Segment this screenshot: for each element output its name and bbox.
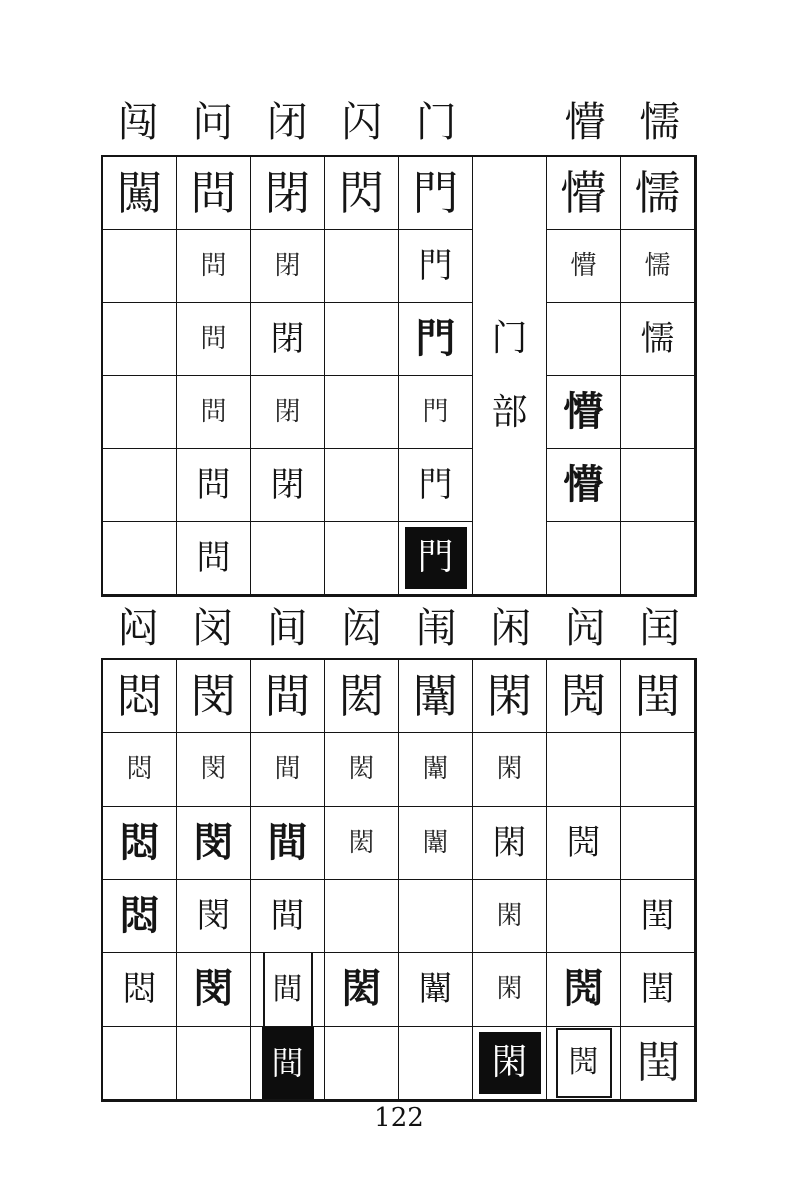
ancient-glyph: 閔 <box>196 896 231 937</box>
grid-cell <box>251 157 325 230</box>
radical-section-label <box>473 157 547 595</box>
grid-cell <box>473 953 547 1026</box>
ancient-glyph: 閌 <box>563 965 604 1013</box>
header-char: 闯 <box>117 97 159 146</box>
ancient-glyph: 門 <box>415 315 456 362</box>
ancient-glyph: 間 <box>274 754 301 785</box>
grid-cell <box>621 157 695 230</box>
grid-cell <box>621 953 695 1026</box>
grid-cell <box>251 880 325 953</box>
grid-cell <box>399 157 473 230</box>
grid-cell-empty <box>621 449 695 522</box>
ancient-glyph: 問 <box>196 465 231 505</box>
grid-cell <box>177 660 251 733</box>
header-char: 闪 <box>341 97 383 146</box>
grid-cell-empty <box>103 230 177 303</box>
grid-cell <box>473 733 547 806</box>
grid-cell <box>547 953 621 1026</box>
grid-cell <box>251 376 325 449</box>
grid-cell <box>251 1027 325 1100</box>
grid-cell-empty <box>251 522 325 595</box>
ancient-glyph: 間 <box>264 669 311 724</box>
grid-cell <box>399 449 473 522</box>
ancient-glyph: 閉 <box>264 166 311 220</box>
ancient-glyph: 門 <box>418 246 453 286</box>
header-char: 闭 <box>266 97 308 146</box>
ancient-glyph: 閏 <box>640 896 675 937</box>
ancient-glyph: 懵 <box>570 251 597 281</box>
grid-cell <box>547 376 621 449</box>
grid-cell <box>325 157 399 230</box>
header-char: 闶 <box>564 603 606 652</box>
header-row-1 <box>101 96 697 148</box>
ancient-glyph: 閃 <box>338 166 385 220</box>
ancient-glyph: 閑 <box>486 669 533 724</box>
ancient-glyph: 閏 <box>636 1036 679 1088</box>
ancient-glyph: 問 <box>200 324 227 354</box>
grid-cell <box>325 953 399 1026</box>
header-char: 间 <box>266 603 308 652</box>
grid-cell <box>177 230 251 303</box>
grid-cell <box>621 880 695 953</box>
ancient-glyph: 閌 <box>566 822 601 863</box>
grid-cell <box>177 157 251 230</box>
header-row-2 <box>101 602 697 654</box>
grid-cell <box>103 660 177 733</box>
grid-cell <box>547 807 621 880</box>
grid-cell-empty <box>325 376 399 449</box>
ancient-glyph: 間 <box>262 1027 314 1100</box>
ancient-glyph: 悶 <box>119 818 160 866</box>
grid-cell <box>473 1027 547 1100</box>
ancient-glyph: 懵 <box>563 388 604 435</box>
header-char: 闵 <box>192 603 234 652</box>
grid-cell <box>473 660 547 733</box>
grid-cell <box>251 807 325 880</box>
grid-cell <box>177 880 251 953</box>
ancient-glyph: 闈 <box>422 827 449 858</box>
grid-cell-empty <box>399 880 473 953</box>
grid-cell <box>621 230 695 303</box>
grid-cell-empty <box>621 807 695 880</box>
grid-cell-empty <box>621 733 695 806</box>
grid-cell-empty <box>547 733 621 806</box>
ancient-glyph: 問 <box>200 397 227 427</box>
ancient-glyph: 閑 <box>496 901 523 932</box>
grid-cell <box>399 522 473 595</box>
header-char: 懵 <box>564 97 606 146</box>
ancient-glyph: 門 <box>418 465 453 505</box>
grid-cell <box>399 376 473 449</box>
ancient-glyph: 閉 <box>270 319 305 359</box>
header-char: 闲 <box>490 603 532 652</box>
header-char: 问 <box>192 97 234 146</box>
header-char: 闰 <box>639 603 681 652</box>
grid-cell-empty <box>177 1027 251 1100</box>
grid-cell-empty <box>325 449 399 522</box>
ancient-glyph: 閉 <box>274 251 301 281</box>
grid-cell <box>621 303 695 376</box>
grid-cell-empty <box>103 376 177 449</box>
grid-cell <box>177 733 251 806</box>
ancient-glyph: 問 <box>196 538 231 578</box>
ancient-glyph: 悶 <box>119 892 160 940</box>
grid-cell <box>399 303 473 376</box>
ancient-glyph: 懦 <box>644 251 671 281</box>
grid-cell <box>547 449 621 522</box>
ancient-glyph: 閔 <box>200 754 227 785</box>
ancient-glyph: 閔 <box>193 818 234 866</box>
grid-cell <box>251 733 325 806</box>
ancient-glyph: 閎 <box>348 827 375 858</box>
grid-cell <box>177 953 251 1026</box>
ancient-glyph: 懦 <box>640 319 675 359</box>
grid-cell <box>473 880 547 953</box>
grid-cell-empty <box>547 522 621 595</box>
ancient-glyph: 問 <box>190 166 237 220</box>
ancient-glyph: 闖 <box>116 166 163 220</box>
page-number: 122 <box>374 1103 424 1133</box>
ancient-glyph: 悶 <box>126 754 153 785</box>
header-char-empty <box>474 96 549 148</box>
grid-cell <box>547 1027 621 1100</box>
grid-cell-empty <box>325 522 399 595</box>
ancient-glyph: 閉 <box>274 397 301 427</box>
header-char: 懦 <box>639 97 681 146</box>
grid-cell <box>177 807 251 880</box>
ancient-glyph: 闈 <box>418 969 453 1010</box>
grid-cell <box>399 953 473 1026</box>
header-char: 门 <box>415 97 457 146</box>
ancient-glyph: 門 <box>412 166 459 220</box>
ancient-glyph: 閑 <box>496 754 523 785</box>
grid-cell <box>547 660 621 733</box>
ancient-glyph: 門 <box>405 527 467 589</box>
grid-cell-empty <box>547 303 621 376</box>
grid-cell <box>399 230 473 303</box>
grid-cell-empty <box>103 1027 177 1100</box>
grid-cell <box>103 880 177 953</box>
ancient-glyph: 間 <box>270 896 305 937</box>
ancient-glyph: 閔 <box>193 965 234 1013</box>
ancient-glyph: 闈 <box>422 754 449 785</box>
ancient-glyph: 闈 <box>412 669 459 724</box>
header-char: 闳 <box>341 603 383 652</box>
ancient-glyph: 問 <box>200 251 227 281</box>
ancient-glyph: 閎 <box>341 965 382 1013</box>
ancient-glyph: 懵 <box>560 166 607 220</box>
grid-cell <box>325 733 399 806</box>
grid-cell <box>251 953 325 1026</box>
glyph-grid-1 <box>101 155 697 597</box>
grid-cell <box>103 807 177 880</box>
grid-cell <box>399 807 473 880</box>
grid-cell <box>251 230 325 303</box>
grid-cell <box>177 449 251 522</box>
ancient-glyph: 閌 <box>560 669 607 724</box>
ancient-glyph: 閑 <box>496 974 523 1005</box>
radical-char-men: 门 <box>491 317 528 359</box>
radical-char-bu: 部 <box>491 391 528 433</box>
grid-cell <box>251 449 325 522</box>
ancient-glyph: 懦 <box>634 166 681 220</box>
ancient-glyph: 閉 <box>270 465 305 505</box>
grid-cell-empty <box>325 303 399 376</box>
grid-cell <box>473 807 547 880</box>
ancient-glyph: 閔 <box>190 669 237 724</box>
ancient-glyph: 閏 <box>634 669 681 724</box>
grid-cell-empty <box>621 376 695 449</box>
grid-cell <box>177 303 251 376</box>
grid-cell-empty <box>399 1027 473 1100</box>
grid-cell <box>103 733 177 806</box>
ancient-glyph: 懵 <box>563 461 604 508</box>
grid-cell <box>177 522 251 595</box>
grid-cell <box>547 230 621 303</box>
ancient-glyph: 閏 <box>640 969 675 1010</box>
grid-cell <box>325 660 399 733</box>
header-char: 闷 <box>117 603 159 652</box>
ancient-glyph: 悶 <box>116 669 163 724</box>
ancient-glyph: 間 <box>263 953 313 1026</box>
grid-cell <box>103 953 177 1026</box>
grid-cell <box>621 1027 695 1100</box>
grid-cell-empty <box>103 449 177 522</box>
grid-cell <box>251 303 325 376</box>
grid-cell-empty <box>103 522 177 595</box>
ancient-glyph: 間 <box>267 818 308 866</box>
ancient-glyph: 閑 <box>492 822 527 863</box>
grid-cell-empty <box>325 880 399 953</box>
grid-cell-empty <box>103 303 177 376</box>
ancient-glyph: 悶 <box>122 969 157 1010</box>
grid-cell <box>325 807 399 880</box>
ancient-glyph: 閌 <box>556 1028 612 1098</box>
grid-cell-empty <box>547 880 621 953</box>
header-char: 闱 <box>415 603 457 652</box>
grid-cell <box>399 733 473 806</box>
grid-cell <box>547 157 621 230</box>
ancient-glyph: 門 <box>422 397 449 427</box>
ancient-glyph: 閎 <box>338 669 385 724</box>
grid-cell <box>103 157 177 230</box>
ancient-glyph: 閑 <box>479 1032 541 1094</box>
grid-cell <box>399 660 473 733</box>
grid-cell-empty <box>325 230 399 303</box>
grid-cell <box>621 660 695 733</box>
glyph-grid-2 <box>101 658 697 1102</box>
ancient-glyph: 閎 <box>348 754 375 785</box>
grid-cell <box>251 660 325 733</box>
grid-cell-empty <box>325 1027 399 1100</box>
grid-cell <box>177 376 251 449</box>
grid-cell-empty <box>621 522 695 595</box>
